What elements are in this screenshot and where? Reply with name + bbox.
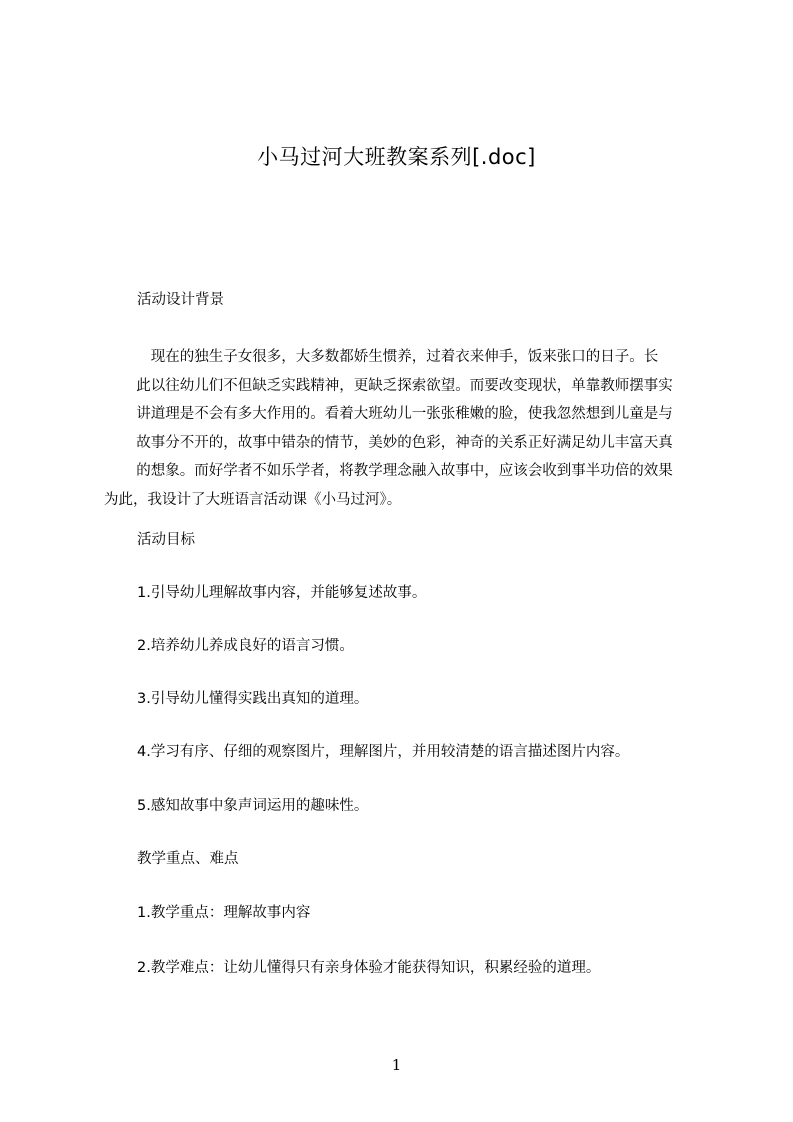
document-title: 小马过河大班教案系列[.doc] xyxy=(257,145,536,169)
section-heading-background: 活动设计背景 xyxy=(137,292,224,308)
paragraph-line: 故事分不开的，故事中错杂的情节，美妙的色彩，神奇的关系正好满足幼儿丰富天真 xyxy=(136,434,673,451)
paragraph-line: 为此，我设计了大班语言活动课《小马过河》。 xyxy=(104,491,402,508)
section-heading-key-points: 教学重点、难点 xyxy=(137,851,239,867)
goal-item: 4.学习有序、仔细的观察图片，理解图片，并用较清楚的语言描述图片内容。 xyxy=(137,744,630,760)
goal-item: 5.感知故事中象声词运用的趣味性。 xyxy=(137,798,369,814)
key-point-item: 2.教学难点：让幼儿懂得只有亲身体验才能获得知识，积累经验的道理。 xyxy=(137,960,601,976)
background-paragraph xyxy=(104,343,705,514)
paragraph-line: 此以往幼儿们不但缺乏实践精神，更缺乏探索欲望。而要改变现状，单靠教师摆事实 xyxy=(136,377,673,394)
key-point-item: 1.教学重点：理解故事内容 xyxy=(137,905,311,921)
page-number: 1 xyxy=(391,1056,402,1074)
goal-item: 2.培养幼儿养成良好的语言习惯。 xyxy=(137,638,354,654)
goal-item: 3.引导幼儿懂得实践出真知的道理。 xyxy=(137,691,369,707)
paragraph-line: 现在的独生子女很多，大多数都娇生惯养，过着衣来伸手，饭来张口的日子。长 xyxy=(150,349,659,365)
paragraph-line: 的想象。而好学者不如乐学者，将教学理念融入故事中，应该会收到事半功倍的效果 xyxy=(136,463,673,479)
paragraph-line: 讲道理是不会有多大作用的。看着大班幼儿一张张稚嫩的脸，使我忽然想到儿童是与 xyxy=(136,406,673,422)
section-heading-goals: 活动目标 xyxy=(137,532,195,548)
goal-item: 1.引导幼儿理解故事内容，并能够复述故事。 xyxy=(137,585,427,601)
